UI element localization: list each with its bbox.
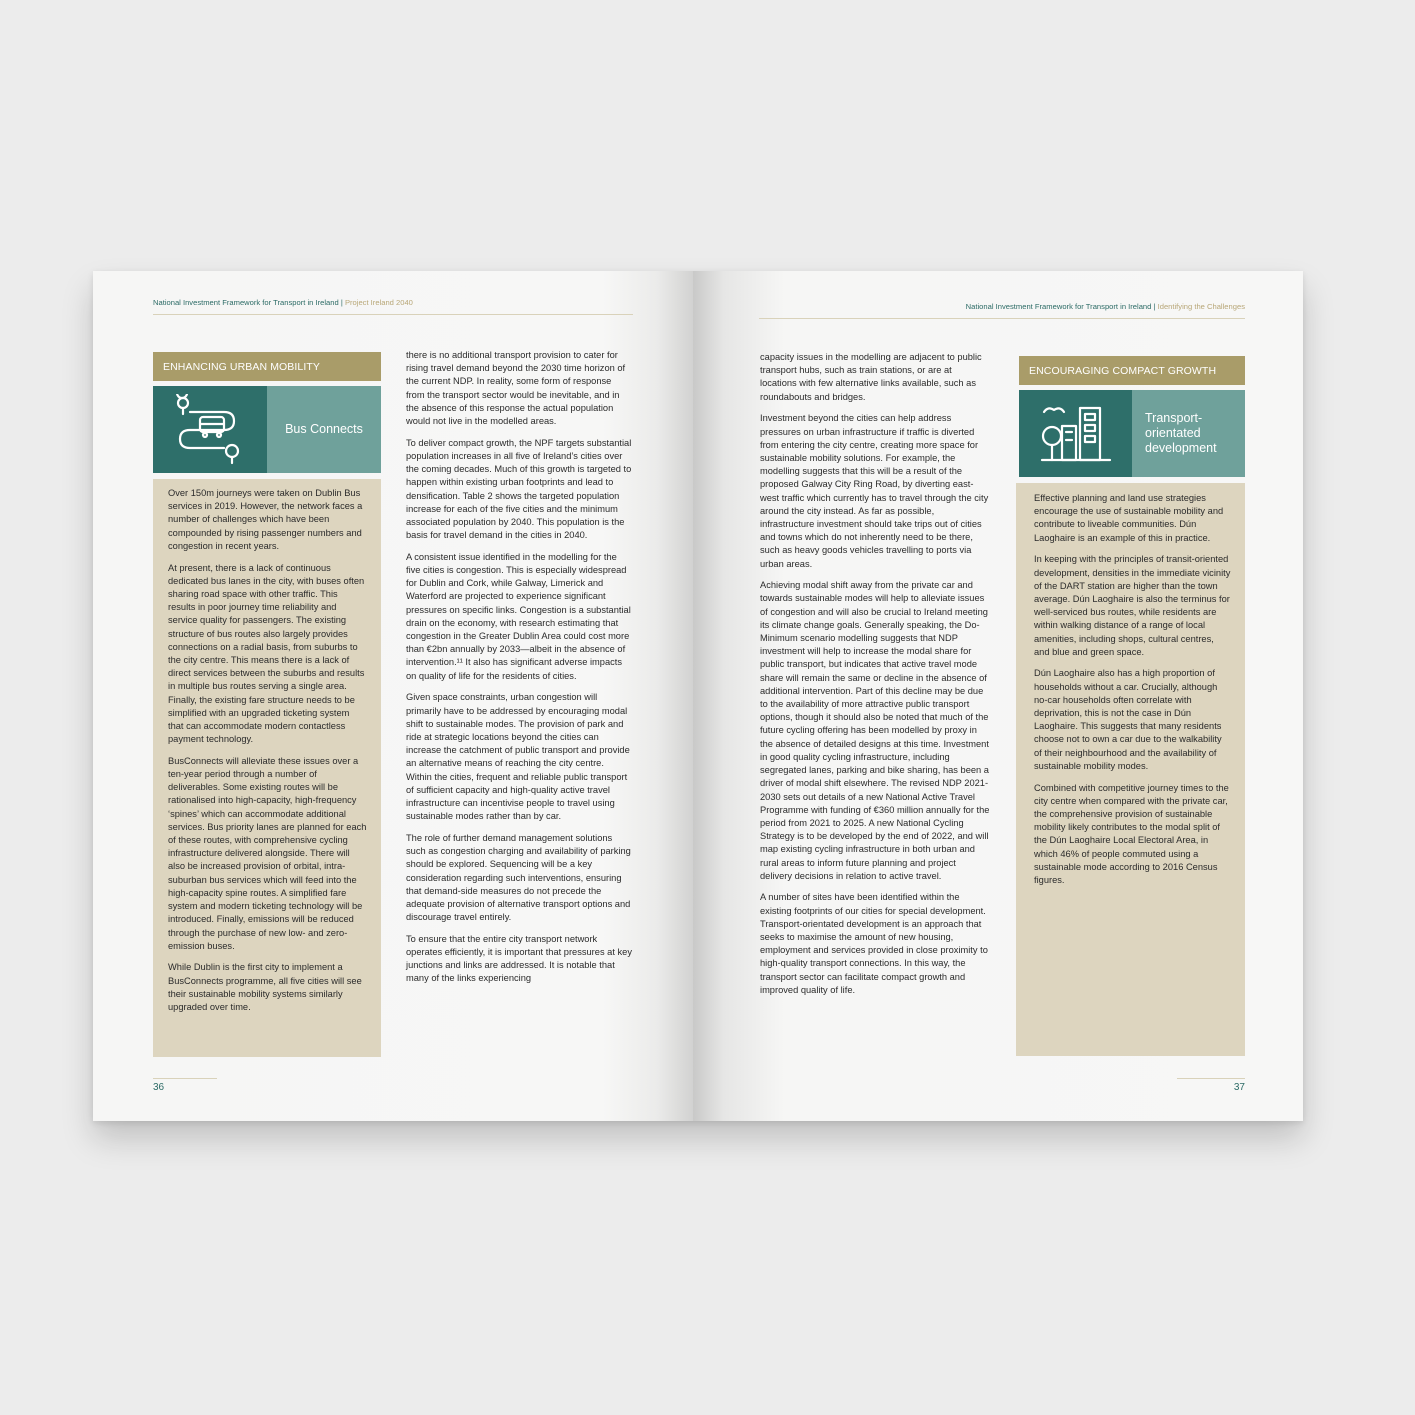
sidebar-heading: ENCOURAGING COMPACT GROWTH xyxy=(1019,356,1245,385)
page-number: 36 xyxy=(153,1082,165,1093)
right-page xyxy=(693,271,1303,1121)
body-paragraph: To deliver compact growth, the NPF targets substantial population increases in all five of Ireland’s cities over the coming decades. Much of this growth is targeted to happen within existing urban footprints and lead to densification. Table 2 shows the targeted population increase for each of the five cities and the minimum associated population by 2040. This population is the basis for travel demand in the cities in 2040. xyxy=(406,437,632,541)
page-number: 37 xyxy=(1233,1082,1245,1093)
body-paragraph: A consistent issue identified in the modelling for the five cities is congestion. This is especially widespread for Dublin and Cork, while Galway, Limerick and Waterford are projected to experience significant pressures on specific links. Congestion is a substantial drain on the economy, with research estimating that congestion in the Greater Dublin Area could cost more than €2bn annually by 2033—albeit in the absence of intervention.¹¹ It also has significant adverse impacts on quality of life for the residents of cities. xyxy=(406,551,631,681)
body-paragraph: A number of sites have been identified within the existing footprints of our cities for special development. Transport-orientated development is an approach that seeks to maximise the amount of new housing, employment and services provided in close proximity to high-quality transport connections. In this way, the transport sector can facilitate compact growth and improved quality of life. xyxy=(760,892,988,995)
main-text-column xyxy=(406,349,632,994)
header-separator: | xyxy=(340,298,343,307)
sidebar-paragraph: While Dublin is the first city to implement a BusConnects programme, all five cities will see their sustainable mobility systems similarly upgraded over time. xyxy=(168,962,362,1013)
header-rule xyxy=(153,314,633,315)
body-paragraph: The role of further demand management solutions such as congestion charging and availability of parking should be explored. Sequencing will be a key consideration regarding such interventions, ensuring that demand-side measures do not precede the adequate provision of alternative transport options and discourage travel entirely. xyxy=(406,832,631,923)
feature-label: Bus Connects xyxy=(267,386,381,473)
city-buildings-icon xyxy=(1019,390,1132,477)
header-subtitle: Identifying the Challenges xyxy=(1157,302,1245,311)
feature-banner xyxy=(153,386,381,473)
header-rule xyxy=(759,318,1245,319)
header-subtitle: Project Ireland 2040 xyxy=(344,298,413,307)
header-title: National Investment Framework for Transport in Ireland xyxy=(965,302,1152,311)
feature-label: Transport-orientated development xyxy=(1132,390,1245,477)
booklet-spread xyxy=(93,271,1303,1121)
sidebar-body xyxy=(153,479,381,1057)
body-paragraph: Given space constraints, urban congestion will primarily have to be addressed by encouraging modal shift to sustainable modes. The provision of park and ride at strategic locations beyond the cities can increase the catchment of public transport and provide an alternative means of reaching the city centre. Within the cities, frequent and reliable public transport of sufficient capacity and high-quality active travel infrastructure can incentivise people to travel using sustainable modes rather than by car. xyxy=(406,692,630,822)
body-paragraph: To ensure that the entire city transport network operates efficiently, it is important that pressures at key junctions and links are addressed. It is notable that many of the links experiencing xyxy=(406,933,632,984)
left-page xyxy=(93,271,693,1121)
page-number-rule xyxy=(1177,1078,1245,1079)
sidebar-paragraph: Dún Laoghaire also has a high proportion of households without a car. Crucially, although no-car households often correlate with deprivation, this is not the case in Dún Laoghaire. This suggests that many residents choose not to own a car due to the walkability of their neighbourhood and the availability of sustainable mobility modes. xyxy=(1034,668,1222,771)
body-paragraph: there is no additional transport provision to cater for rising travel demand beyond the 2030 time horizon of the current NDP. In reality, some form of response from the transport sector would be inevitable, and in the absence of this response the actual population would not live in the modelled areas. xyxy=(406,350,626,427)
body-paragraph: Achieving modal shift away from the private car and towards sustainable modes will help to alleviate issues of congestion and will also be crucial to Ireland meeting its climate change goals. Generally speaking, the Do-Minimum scenario modelling suggests that NDP investment will help to increase the modal share for public transport, but indicates that active travel mode share will remain the same or decline in the absence of additional intervention. Part of this decline may be due to the availability of more attractive public transport options, though it should also be noted that much of the future cycling offering has been modelled by proxy in the absence of detailed designs at this time. Investment in good quality cycling infrastructure, including segregated lanes, parking and bike sharing, has been a driver of modal shift elsewhere. The revised NDP 2021-2030 sets out details of a new National Active Travel Programme with funding of €360 million annually for the period from 2021 to 2025. A new National Cycling Strategy is to be developed by the end of 2022, and will map existing cycling infrastructure in both urban and rural areas to inform future planning and project delivery decisions in relation to active travel. xyxy=(760,580,990,881)
sidebar-paragraph: In keeping with the principles of transit-oriented development, densities in the immediate vicinity of the DART station are higher than the town average. Dún Laoghaire is also the terminus for well-serviced bus routes, while residents are within walking distance of a range of local amenities, including shops, cultural centres, and blue and green space. xyxy=(1034,554,1231,657)
sidebar-paragraph: Combined with competitive journey times to the city centre when compared with the private car, the comprehensive provision of sustainable mobility likely contributes to the modal split of the Dún Laoghaire Local Electoral Area, in which 46% of people commuted using a sustainable mode according to 2016 Census figures. xyxy=(1034,782,1229,885)
body-paragraph: Investment beyond the cities can help address pressures on urban infrastructure if traffic is diverted from entering the city centre, creating more space for sustainable mobility solutions. For example, the modelling suggests that this will be a result of the proposed Galway City Ring Road, by diverting east-west traffic which currently has to travel through the city around the city instead. As far as possible, infrastructure investment should take trips out of cities and towns which do not inherently need to be there, such as heavy goods vehicles travelling to ports via urban areas. xyxy=(760,413,989,569)
main-text-column xyxy=(760,351,990,1006)
sidebar-body xyxy=(1016,483,1245,1056)
feature-banner xyxy=(1019,390,1245,477)
header-separator: | xyxy=(1153,302,1156,311)
bus-route-icon xyxy=(153,386,267,473)
body-paragraph: capacity issues in the modelling are adjacent to public transport hubs, such as train stations, or are at locations with few alternative links available, such as roundabouts and bridges. xyxy=(760,352,982,402)
sidebar-paragraph: Effective planning and land use strategies encourage the use of sustainable mobility and contribute to liveable communities. Dún Laoghaire is an example of this in practice. xyxy=(1034,493,1224,543)
sidebar-paragraph: At present, there is a lack of continuous dedicated bus lanes in the city, with buses often sharing road space with other traffic. This results in poor journey time reliability and service quality for passengers. The existing structure of bus routes also largely provides connections on a radial basis, from suburbs to the city centre. This means there is a lack of direct services between the suburbs and results in multiple bus routes serving a single area. Finally, the existing fare structure needs to be simplified with an upgraded ticketing system that can accommodate modern contactless payment technology. xyxy=(168,562,365,745)
sidebar-paragraph: Over 150m journeys were taken on Dublin Bus services in 2019. However, the network faces a number of challenges which have been compounded by rising passenger numbers and congestion in recent years. xyxy=(168,488,363,551)
page-number-rule xyxy=(153,1078,217,1079)
running-header xyxy=(966,302,1245,311)
sidebar-heading: ENHANCING URBAN MOBILITY xyxy=(153,352,381,381)
header-title: National Investment Framework for Transport in Ireland xyxy=(153,298,339,307)
running-header xyxy=(153,298,413,307)
sidebar-paragraph: BusConnects will alleviate these issues over a ten-year period through a number of deliverables. Some existing routes will be rationalised into high-capacity, high-frequency ‘spines’ which can accommodate additional services. Bus priority lanes are planned for each of these routes, with comprehensive cycling infrastructure delivered alongside. There will also be increased provision of orbital, intra-suburban bus services which will feed into the high-capacity spine routes. A simplified fare system and modern ticketing technology will be introduced. Finally, emissions will be reduced through the purchase of new low- and zero-emission buses. xyxy=(168,755,367,951)
